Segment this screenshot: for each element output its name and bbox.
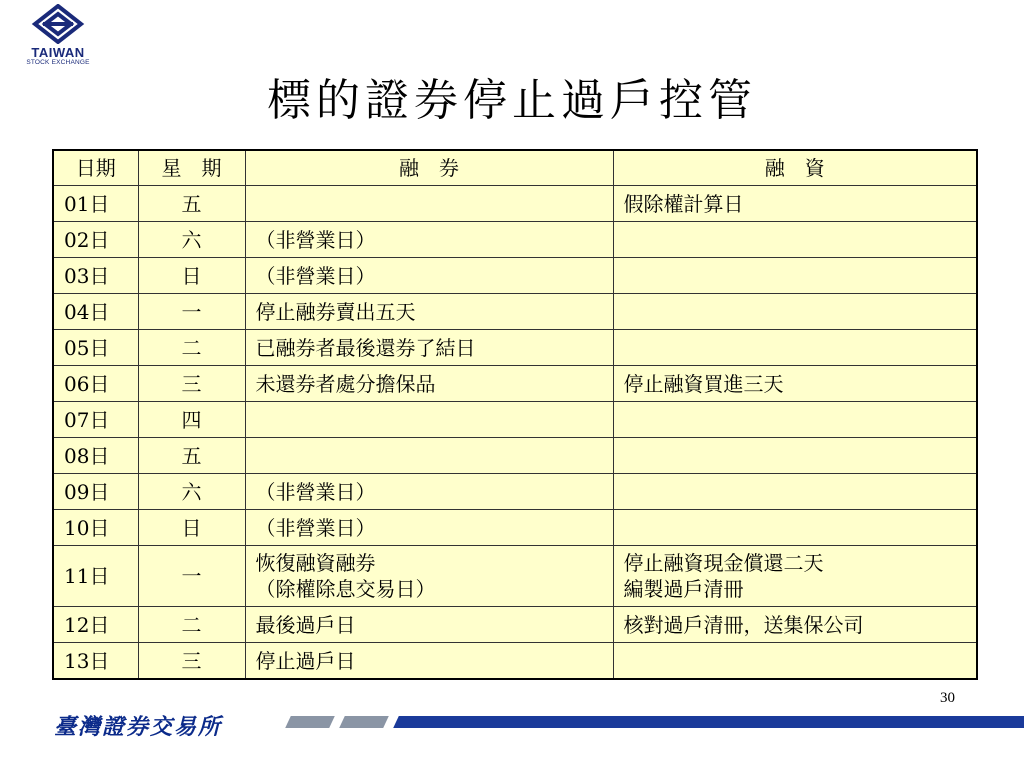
table-row [53,438,977,474]
cell-short-selling: 停止融券賣出五天 [245,294,613,330]
cell-date: 08日 [53,438,138,474]
cell-margin [613,546,977,607]
cell-date: 04日 [53,294,138,330]
footer-bar-gray-1 [285,716,335,728]
cell-short-selling: （非營業日） [245,510,613,546]
cell-margin [613,438,977,474]
cell-short-selling: 未還券者處分擔保品 [245,366,613,402]
cell-date: 07日 [53,402,138,438]
table-row [53,510,977,546]
table-row [53,222,977,258]
logo-name: TAIWAN [31,45,85,60]
cell-margin: 核對過戶清冊，送集保公司 [613,607,977,643]
table-row [53,474,977,510]
cell-margin [613,474,977,510]
footer-bar-blue [393,716,1024,728]
twse-logo-icon [31,4,85,44]
cell-date: 11日 [53,546,138,607]
cell-weekday: 五 [138,186,245,222]
cell-margin [613,510,977,546]
table-row [53,643,977,680]
cell-weekday: 一 [138,294,245,330]
table-row [53,366,977,402]
table-row [53,186,977,222]
cell-weekday: 三 [138,643,245,680]
cell-line: 恢復融資融券 [255,551,376,575]
cell-margin [613,402,977,438]
cell-margin [613,222,977,258]
schedule-table [52,149,978,680]
cell-weekday: 二 [138,330,245,366]
cell-date: 13日 [53,643,138,680]
cell-line: （除權除息交易日） [255,577,436,601]
cell-short-selling: （非營業日） [245,222,613,258]
cell-weekday: 五 [138,438,245,474]
table-row [53,294,977,330]
cell-margin [613,294,977,330]
table-row [53,546,977,607]
cell-weekday: 日 [138,510,245,546]
cell-date: 05日 [53,330,138,366]
logo-subtitle: STOCK EXCHANGE [26,59,90,66]
cell-date: 01日 [53,186,138,222]
cell-short-selling [245,402,613,438]
cell-weekday: 六 [138,474,245,510]
twse-logo [18,4,98,66]
cell-margin: 假除權計算日 [613,186,977,222]
cell-weekday: 日 [138,258,245,294]
table-header-row [53,150,977,186]
cell-date: 09日 [53,474,138,510]
cell-line: 停止融資現金償還二天 [623,551,824,575]
cell-short-selling: 已融券者最後還券了結日 [245,330,613,366]
cell-date: 03日 [53,258,138,294]
cell-date: 02日 [53,222,138,258]
cell-weekday: 三 [138,366,245,402]
cell-line: 編製過戶清冊 [623,577,744,601]
table-row [53,258,977,294]
cell-short-selling [245,186,613,222]
footer-organization: 臺灣證券交易所 [54,714,223,740]
cell-weekday: 六 [138,222,245,258]
footer-bar-gray-2 [339,716,389,728]
cell-short-selling: 最後過戶日 [245,607,613,643]
table-row [53,607,977,643]
cell-margin [613,643,977,680]
cell-date: 06日 [53,366,138,402]
header-margin-purchase: 融 資 [613,150,977,186]
cell-weekday: 二 [138,607,245,643]
slide-title: 標的證券停止過戶控管 [267,75,757,126]
header-date: 日期 [53,150,138,186]
header-short-selling: 融 券 [245,150,613,186]
cell-date: 12日 [53,607,138,643]
table-row [53,402,977,438]
cell-short-selling: （非營業日） [245,258,613,294]
cell-margin [613,330,977,366]
cell-margin: 停止融資買進三天 [613,366,977,402]
cell-weekday: 一 [138,546,245,607]
cell-short-selling [245,546,613,607]
cell-short-selling: 停止過戶日 [245,643,613,680]
header-weekday: 星 期 [138,150,245,186]
table-row [53,330,977,366]
page-number: 30 [940,690,955,706]
cell-margin [613,258,977,294]
cell-short-selling: （非營業日） [245,474,613,510]
footer-decoration [288,716,1024,730]
cell-short-selling [245,438,613,474]
cell-weekday: 四 [138,402,245,438]
cell-date: 10日 [53,510,138,546]
